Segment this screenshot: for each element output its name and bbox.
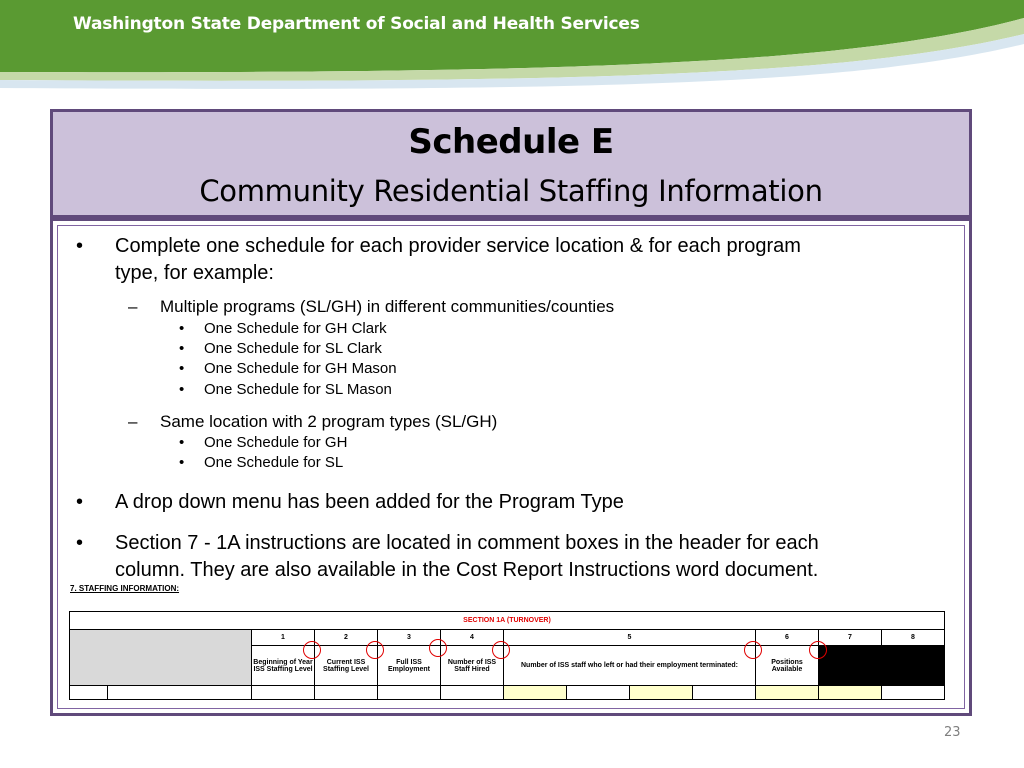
sub-sub-marker: •	[179, 454, 185, 471]
list-item: One Schedule for GH	[204, 434, 348, 451]
sub-bullet-same-location: Same location with 2 program types (SL/GH)	[160, 412, 498, 431]
bullet-marker: •	[76, 235, 84, 257]
col-header: Number of ISS Staff Hired	[441, 646, 504, 686]
sub-sub-marker: •	[179, 381, 185, 398]
table-cell	[315, 686, 378, 700]
comment-indicator-icon	[492, 641, 510, 659]
org-name: Washington State Department of Social and Health Services	[73, 14, 640, 34]
table-row	[70, 686, 945, 700]
col-header: Number of ISS staff who left or had their employment terminated:	[504, 646, 756, 686]
bullet-1-line2: type, for example:	[115, 262, 274, 284]
col-number: 4	[441, 630, 504, 646]
list-item: One Schedule for GH Clark	[204, 320, 387, 337]
list-item: One Schedule for SL Mason	[204, 381, 392, 398]
col-header: Full ISS Employment	[378, 646, 441, 686]
col-number: 6	[756, 630, 819, 646]
sub-sub-marker: •	[179, 340, 185, 357]
table-row	[70, 612, 945, 630]
col-header: Positions Available	[756, 646, 819, 686]
list-item: One Schedule for SL Clark	[204, 340, 382, 357]
table-cell	[504, 686, 567, 700]
table-cell	[108, 686, 252, 700]
comment-indicator-icon	[429, 639, 447, 657]
slide-subtitle: Community Residential Staffing Information	[199, 174, 823, 208]
header-banner	[0, 0, 1024, 90]
list-item: One Schedule for GH Mason	[204, 360, 397, 377]
col-number: 1	[252, 630, 315, 646]
table-cell	[630, 686, 693, 700]
grey-cell	[70, 630, 252, 686]
table-cell	[70, 686, 108, 700]
col-number: 3	[378, 630, 441, 646]
sub-sub-marker: •	[179, 434, 185, 451]
spreadsheet-excerpt	[66, 584, 950, 704]
comment-indicator-icon	[303, 641, 321, 659]
sub-sub-marker: •	[179, 320, 185, 337]
col-number: 7	[819, 630, 882, 646]
bullet-1-line1: Complete one schedule for each provider service location & for each program	[115, 235, 801, 257]
col-number: 2	[315, 630, 378, 646]
title-box	[50, 109, 972, 218]
bullet-3-line1: Section 7 - 1A instructions are located in comment boxes in the header for each	[115, 532, 819, 554]
table-cell	[252, 686, 315, 700]
table-cell	[378, 686, 441, 700]
page-number: 23	[944, 725, 961, 740]
table-cell	[441, 686, 504, 700]
bullet-marker: •	[76, 532, 84, 554]
table-cell	[567, 686, 630, 700]
table-cell	[819, 686, 882, 700]
comment-indicator-icon	[809, 641, 827, 659]
slide-title: Schedule E	[408, 122, 614, 162]
table-cell	[693, 686, 756, 700]
dash-marker: –	[128, 412, 138, 431]
bullet-3-line2: column. They are also available in the Cost Report Instructions word document.	[115, 559, 819, 581]
table-cell	[756, 686, 819, 700]
table-cell	[882, 686, 945, 700]
bullet-2-dropdown: A drop down menu has been added for the Program Type	[115, 491, 624, 513]
dash-marker: –	[128, 297, 138, 316]
comment-indicator-icon	[366, 641, 384, 659]
col-header: Current ISS Staffing Level	[315, 646, 378, 686]
section-1a-header: SECTION 1A (TURNOVER)	[70, 612, 945, 630]
sub-bullet-multiple-programs: Multiple programs (SL/GH) in different communities/counties	[160, 297, 615, 316]
col-number: 5	[504, 630, 756, 646]
sub-sub-marker: •	[179, 360, 185, 377]
staffing-info-label: 7. STAFFING INFORMATION:	[70, 584, 180, 593]
bullet-marker: •	[76, 491, 84, 513]
black-cell	[819, 646, 945, 686]
comment-indicator-icon	[744, 641, 762, 659]
col-number: 8	[882, 630, 945, 646]
col-header: Beginning of Year ISS Staffing Level	[252, 646, 315, 686]
list-item: One Schedule for SL	[204, 454, 344, 471]
